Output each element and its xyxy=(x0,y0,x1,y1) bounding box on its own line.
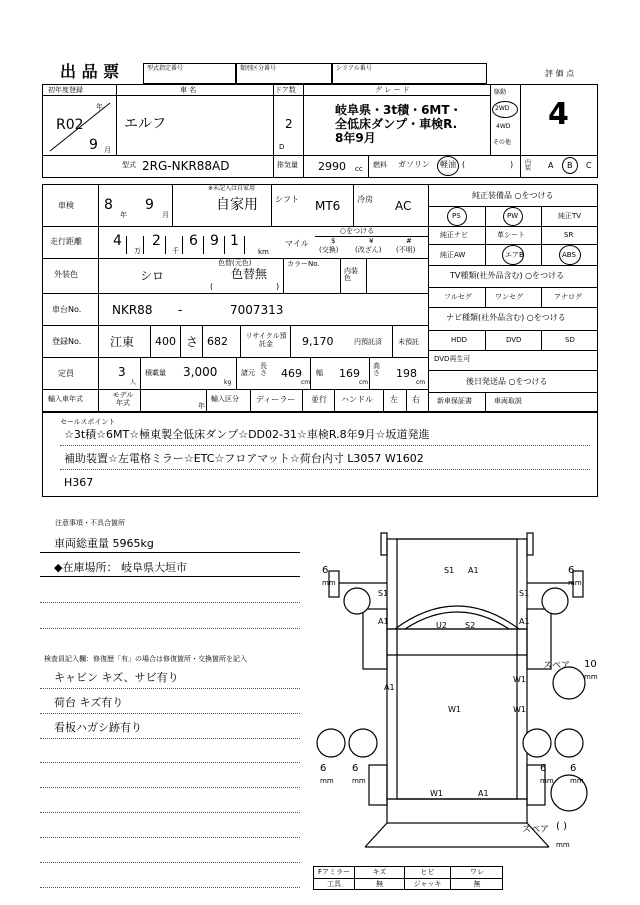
exterior-label: 外装色 xyxy=(54,270,78,279)
capacity-label: 定員 xyxy=(58,369,74,378)
equip-abs: ABS xyxy=(562,251,576,259)
navi-title: ナビ種類(社外品含む) ○をつける xyxy=(446,313,566,322)
chassis-prefix: NKR88 xyxy=(112,303,153,317)
mm-rear-left-outer: 6 xyxy=(320,763,327,774)
first-reg-year-suffix: 年 xyxy=(96,103,103,111)
diag-u2: U2 xyxy=(436,621,447,630)
equip-pw: PW xyxy=(507,212,519,220)
make-label: 車 名 xyxy=(180,86,197,94)
diag-s1-a: S1 xyxy=(444,566,455,575)
circle-note: ○をつける xyxy=(340,227,375,235)
diag-w1-d: W1 xyxy=(430,789,443,798)
reg-num: 682 xyxy=(207,335,228,348)
drive-2wd: 2WD xyxy=(495,105,510,112)
tv-analog: アナログ xyxy=(554,293,582,301)
category-label: 類別区分番号 xyxy=(240,65,277,72)
mile-label: マイル xyxy=(285,239,309,248)
spare-value-2: ( ) xyxy=(556,821,567,832)
diag-w1-c: W1 xyxy=(513,705,526,714)
fuel-paren: ( xyxy=(462,160,466,169)
load-label: 積載量 xyxy=(145,369,166,377)
handle-label: ハンドル xyxy=(341,395,373,404)
mm-front-right: 6 xyxy=(568,565,575,576)
dvd-playback: DVD再生可 xyxy=(434,355,471,363)
interior-b: B xyxy=(567,161,573,170)
chassis-no: 7007313 xyxy=(230,303,284,317)
legend-v-jack: ジャッキ xyxy=(413,880,442,888)
first-reg-month-suffix: 月 xyxy=(104,146,111,154)
diag-a1-e: A1 xyxy=(478,789,489,798)
tv-title: TV種類(社外品含む) ○をつける xyxy=(450,271,565,280)
equip-sr: SR xyxy=(564,231,574,239)
notes-line2: ◆在庫場所： 岐阜県大垣市 xyxy=(54,561,187,574)
spare-unit-1: mm xyxy=(584,673,598,681)
tv-one: ワンセグ xyxy=(495,293,523,301)
reg-kana: さ xyxy=(186,335,199,349)
ac-value: AC xyxy=(395,199,412,213)
doors-suffix: D xyxy=(279,143,285,151)
width-unit: cm xyxy=(359,379,369,386)
recycle-pending: 未預託 xyxy=(398,338,419,346)
modified-note: (改ざん) xyxy=(355,246,382,254)
height-value: 198 xyxy=(396,367,417,380)
doors-label: ドア数 xyxy=(275,86,296,94)
mm-unit-rro: mm xyxy=(570,777,584,785)
handle-left: 左 xyxy=(390,395,398,404)
displacement-unit: cc xyxy=(355,165,363,173)
aftermarket-title: 後日発送品 ○をつける xyxy=(466,377,548,386)
mileage-d5: 1 xyxy=(230,233,239,249)
first-reg-label: 初年度登録 xyxy=(48,86,83,94)
shaken-year-unit: 年 xyxy=(120,211,127,219)
equip-tv: 純正TV xyxy=(558,212,582,220)
spare-label-2: スペア xyxy=(522,825,550,835)
diag-a1-b: A1 xyxy=(378,617,389,626)
sales-line2: 補助装置☆左電格ミラー☆ETC☆フロアマット☆荷台内寸 L3057 W1602 xyxy=(64,452,424,465)
diag-a1-c: A1 xyxy=(519,617,530,626)
drive-other: その他 xyxy=(493,139,512,146)
legend-h-break: ワレ xyxy=(470,868,484,876)
height-unit: cm xyxy=(416,379,426,386)
mm-unit-rri: mm xyxy=(540,777,554,785)
ac-label: 冷房 xyxy=(357,195,373,204)
navi-hdd: HDD xyxy=(451,336,468,344)
displacement-label: 排気量 xyxy=(277,161,298,169)
chassis-dash: - xyxy=(178,303,183,317)
tv-full: フルセグ xyxy=(444,293,472,301)
equip-airbag: エアB xyxy=(505,251,524,259)
unknown-mark: # xyxy=(406,237,412,245)
navi-sd: SD xyxy=(565,336,575,344)
inspection-line1: キャビン キズ、サビ有り xyxy=(54,671,179,684)
modified-mark: ¥ xyxy=(369,237,374,245)
fuel-diesel: 軽油 xyxy=(440,160,456,169)
interior-c: C xyxy=(586,161,592,170)
model-year-label: モデル年式 xyxy=(112,391,134,407)
dims-label: 諸元 xyxy=(241,369,255,377)
handle-right: 右 xyxy=(412,395,420,404)
diag-a1-a: A1 xyxy=(468,566,479,575)
shift-label: シフト xyxy=(275,195,299,204)
equip-leather: 革シート xyxy=(497,231,525,239)
mileage-sen: 千 xyxy=(172,247,179,255)
height-label: 高さ xyxy=(373,362,380,377)
swap-mark: $ xyxy=(331,237,336,245)
inspection-line3: 看板ハガシ跡有り xyxy=(54,721,142,734)
mm-unit-rlo: mm xyxy=(320,777,334,785)
dealer-option: ディーラー xyxy=(256,395,296,404)
legend-v-tools-status: 無 xyxy=(376,880,383,888)
spare-value-1: 10 xyxy=(584,659,597,670)
parallel-option: 並行 xyxy=(311,395,327,404)
load-unit: kg xyxy=(224,379,232,386)
usage-note: ※未記入は自家用 xyxy=(208,185,256,192)
recycle-unit: 円預託済 xyxy=(354,338,382,346)
make-value: エルフ xyxy=(124,116,166,132)
sales-line1: ☆3t積☆6MT☆極東製全低床ダンプ☆DD02-31☆車検R.8年9月☆坂道発進 xyxy=(64,428,430,441)
mm-unit-rli: mm xyxy=(352,777,366,785)
drive-4wd: 4WD xyxy=(496,123,511,130)
width-value: 169 xyxy=(339,367,360,380)
mileage-d2: 2 xyxy=(152,233,161,249)
inspector-label: 検査員記入欄：修復歴「有」の場合は修復箇所・交換箇所を記入 xyxy=(44,655,247,663)
color-paren: ( xyxy=(210,282,214,291)
load-value: 3,000 xyxy=(183,365,218,379)
equip-navi: 純正ナビ xyxy=(440,231,468,239)
color-paren-close: ) xyxy=(276,282,280,291)
spare-unit-2: mm xyxy=(556,841,570,849)
unknown-note: (不明) xyxy=(396,246,416,254)
reg-place: 江東 xyxy=(110,335,135,349)
navi-dvd: DVD xyxy=(506,336,522,344)
interior-label: 内装 xyxy=(525,159,532,172)
mileage-d1: 4 xyxy=(113,233,122,249)
reg-label: 登録No. xyxy=(52,337,82,346)
truck-diagram xyxy=(305,525,605,865)
fuel-label: 燃料 xyxy=(373,161,387,169)
genuine-title: 純正装備品 ○をつける xyxy=(472,191,554,200)
diag-s1-b: S1 xyxy=(378,589,389,598)
length-unit: cm xyxy=(301,379,311,386)
spare-label-1: スペア xyxy=(543,661,571,671)
grade-line2: 全低床ダンプ・車検R. xyxy=(335,117,458,131)
diag-s2: S2 xyxy=(465,621,476,630)
form-title: 出 品 票 xyxy=(60,62,120,81)
shaken-month-unit: 月 xyxy=(162,211,169,219)
capacity-value: 3 xyxy=(118,365,126,379)
diag-a1-d: A1 xyxy=(384,683,395,692)
usage-value: 自家用 xyxy=(216,197,258,213)
equip-ps: PS xyxy=(452,212,461,220)
drive-label: 駆動 xyxy=(494,89,507,96)
type-cert-label: 型式指定番号 xyxy=(147,65,184,72)
recycle-label: リサイクル預託金 xyxy=(245,332,287,348)
interior-color-label: 内装色 xyxy=(344,267,358,282)
diag-w1-b: W1 xyxy=(448,705,461,714)
len-label: 長さ xyxy=(260,362,267,377)
score-value: 4 xyxy=(548,97,569,132)
doors-value: 2 xyxy=(285,117,293,131)
sales-line3: H367 xyxy=(64,476,94,489)
diag-s1-c: S1 xyxy=(519,589,530,598)
length-value: 469 xyxy=(281,367,302,380)
mileage-km: km xyxy=(258,248,269,256)
aftermarket-manual: 車両取説 xyxy=(494,397,522,405)
eval-header: 評 価 点 xyxy=(545,69,575,78)
legend-h-scratch: キズ xyxy=(372,868,387,876)
aftermarket-warranty: 新車保証書 xyxy=(437,397,472,405)
equip-aw: 純正AW xyxy=(440,251,466,259)
recycle-value: 9,170 xyxy=(302,335,334,348)
import-label: 輸入車年式 xyxy=(48,395,83,403)
mileage-label: 走行距離 xyxy=(50,237,82,246)
import-div-label: 輸入区分 xyxy=(211,395,239,403)
exterior-value: シロ xyxy=(140,269,165,283)
diag-w1-a: W1 xyxy=(513,675,526,684)
mm-unit-fr: mm xyxy=(568,579,582,587)
sales-label: セールスポイント xyxy=(60,418,116,426)
displacement-value: 2990 xyxy=(318,160,346,173)
legend-v-tools: 工具 xyxy=(327,880,341,888)
chassis-label: 車台No. xyxy=(52,305,82,314)
color-change-value: 色替無 xyxy=(231,267,268,281)
mm-rear-right-inner: 6 xyxy=(540,763,547,774)
capacity-unit: 人 xyxy=(130,379,137,386)
mm-rear-left-inner: 6 xyxy=(352,763,359,774)
inspection-line2: 荷台 キズ有り xyxy=(54,696,124,709)
mileage-man: 万 xyxy=(134,247,141,255)
import-year-unit: 年 xyxy=(198,402,205,410)
color-code-label: カラーNo. xyxy=(287,260,320,268)
shaken-month: 9 xyxy=(145,197,154,213)
mm-unit-fl: mm xyxy=(322,579,336,587)
mm-rear-right-outer: 6 xyxy=(570,763,577,774)
model-label: 型式 xyxy=(122,161,136,169)
grade-header: グ レ ー ド xyxy=(375,86,410,94)
shaken-label: 車検 xyxy=(58,201,74,210)
fuel-paren-close: ) xyxy=(510,160,514,169)
fuel-gas: ガソリン xyxy=(398,160,430,169)
mileage-d3: 6 xyxy=(189,233,198,249)
shift-value: MT6 xyxy=(315,199,341,213)
serial-label: シリアル番号 xyxy=(336,65,372,72)
swap-note: (交換) xyxy=(319,246,339,254)
notes-line1: 車両総重量 5965kg xyxy=(54,537,154,550)
color-no-label: 色替(元色) xyxy=(218,259,252,267)
first-reg-month: 9 xyxy=(89,137,98,153)
legend-h-mirror: Fアミラー xyxy=(317,868,351,876)
grade-line3: 8年9月 xyxy=(335,131,376,145)
notes-label: 注意事項・不具合箇所 xyxy=(55,519,125,527)
interior-a: A xyxy=(548,161,554,170)
legend-v-jack-status: 無 xyxy=(473,880,481,888)
legend-h-crack: ヒビ xyxy=(420,868,435,876)
reg-class: 400 xyxy=(155,335,176,348)
width-label: 幅 xyxy=(316,369,323,377)
mm-front-left: 6 xyxy=(322,565,329,576)
mileage-d4: 9 xyxy=(210,233,219,249)
model-value: 2RG-NKR88AD xyxy=(142,159,230,173)
grade-line1: 岐阜県・3t積・6MT・ xyxy=(335,103,462,117)
first-reg-era: R02 xyxy=(56,117,84,133)
shaken-year: 8 xyxy=(104,197,113,213)
